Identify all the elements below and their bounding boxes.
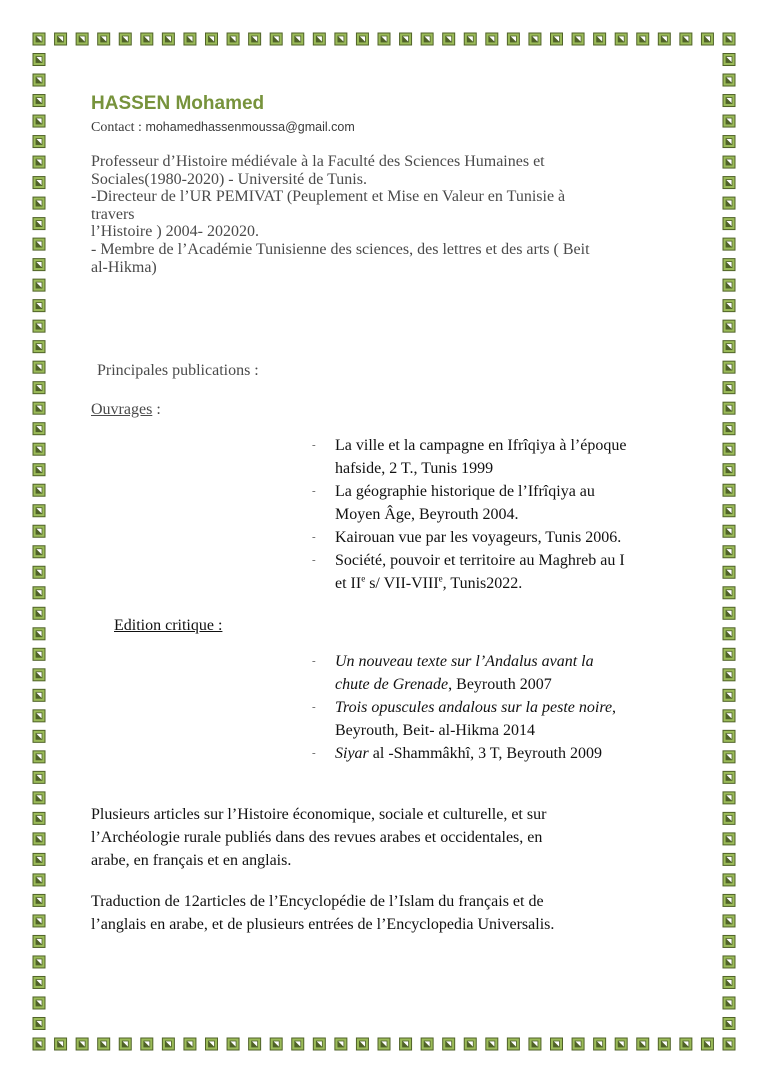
border-tile	[723, 628, 735, 640]
border-tile	[33, 771, 45, 783]
edition-critique-heading: Edition critique :	[114, 617, 223, 634]
item-line: Moyen Âge, Beyrouth 2004.	[335, 506, 519, 523]
paragraph-line: arabe, en français et en anglais.	[91, 852, 292, 869]
border-tile	[33, 279, 45, 291]
border-tile	[658, 33, 670, 45]
border-tile	[33, 464, 45, 476]
paragraph-line: l’Archéologie rurale publiés dans des revues arabes et occidentales, en	[91, 829, 543, 846]
border-tile	[723, 423, 735, 435]
border-tile	[270, 33, 282, 45]
border-tile	[33, 218, 45, 230]
border-tile	[615, 1038, 627, 1050]
articles-paragraph	[91, 803, 691, 872]
border-tile	[723, 771, 735, 783]
paragraph-line: Traduction de 12articles de l’Encyclopédie de l’Islam du français et de	[91, 893, 544, 910]
border-tile	[141, 1038, 153, 1050]
border-tile	[33, 361, 45, 373]
border-tile	[594, 33, 606, 45]
border-tile	[723, 751, 735, 763]
border-tile	[551, 33, 563, 45]
border-tile	[55, 1038, 67, 1050]
border-tile	[378, 1038, 390, 1050]
list-item	[312, 650, 692, 696]
border-tile	[723, 915, 735, 927]
border-tile	[356, 1038, 368, 1050]
border-tile	[723, 730, 735, 742]
border-tile	[723, 238, 735, 250]
border-tile	[33, 320, 45, 332]
border-tile	[33, 546, 45, 558]
border-tile	[723, 74, 735, 86]
item-line	[335, 673, 692, 696]
border-tile	[227, 33, 239, 45]
border-tile	[723, 177, 735, 189]
border-tile	[723, 300, 735, 312]
border-tile	[33, 628, 45, 640]
border-tile	[723, 546, 735, 558]
ouvrages-heading	[91, 401, 161, 419]
paragraph-line: l’anglais en arabe, et de plusieurs entrées de l’Encyclopedia Universalis.	[91, 916, 555, 933]
border-tile	[421, 1038, 433, 1050]
item-title: Trois opuscules andalous sur la peste noire	[335, 699, 613, 716]
border-tile	[723, 484, 735, 496]
border-tile	[33, 525, 45, 537]
border-tile	[486, 1038, 498, 1050]
border-tile	[723, 587, 735, 599]
bio-line: al-Hikma)	[91, 258, 157, 276]
border-tile	[184, 33, 196, 45]
ouvrages-heading-label: Ouvrages	[91, 401, 153, 418]
border-tile	[400, 33, 412, 45]
border-tile	[33, 484, 45, 496]
item-text: , Tunis2022.	[442, 575, 523, 592]
border-tile	[33, 689, 45, 701]
border-tile	[723, 218, 735, 230]
border-tile	[723, 382, 735, 394]
border-tile	[33, 997, 45, 1009]
traduction-paragraph	[91, 890, 691, 936]
border-tile	[464, 33, 476, 45]
border-tile	[33, 156, 45, 168]
dash-bullet: -	[312, 531, 316, 543]
list-item	[312, 526, 692, 549]
border-tile	[119, 1038, 131, 1050]
border-tile	[33, 54, 45, 66]
border-tile	[335, 1038, 347, 1050]
list-item	[312, 480, 692, 526]
border-tile	[723, 505, 735, 517]
border-tile	[33, 648, 45, 660]
border-tile	[76, 1038, 88, 1050]
dash-bullet: -	[312, 655, 316, 667]
item-text: ,	[612, 699, 617, 716]
border-tile	[723, 607, 735, 619]
border-tile	[33, 730, 45, 742]
border-tile	[162, 33, 174, 45]
border-tile	[529, 33, 541, 45]
border-tile	[33, 915, 45, 927]
dash-bullet: -	[312, 701, 316, 713]
border-tile	[249, 33, 261, 45]
item-text: s/ VII-VIII	[365, 575, 439, 592]
superscript: e	[361, 573, 366, 584]
bio-line: - Membre de l’Académie Tunisienne des sciences, des lettres et des arts ( Beit	[91, 240, 590, 258]
border-tile	[356, 33, 368, 45]
border-tile	[723, 689, 735, 701]
border-tile	[33, 505, 45, 517]
item-line	[335, 650, 692, 673]
border-tile	[249, 1038, 261, 1050]
bio-line: Professeur d’Histoire médiévale à la Faculté des Sciences Humaines et	[91, 153, 545, 170]
item-line: Kairouan vue par les voyageurs, Tunis 2006.	[335, 529, 622, 546]
border-tile	[141, 33, 153, 45]
border-tile	[33, 341, 45, 353]
border-tile	[292, 1038, 304, 1050]
item-text: al -Shammâkhî, 3 T, Beyrouth 2009	[368, 745, 602, 762]
superscript: e	[438, 573, 443, 584]
person-name: HASSEN Mohamed	[91, 93, 265, 114]
border-tile	[421, 33, 433, 45]
border-tile	[615, 33, 627, 45]
border-tile	[723, 259, 735, 271]
border-tile	[443, 1038, 455, 1050]
bio-line: l’Histoire ) 2004- 202020.	[91, 223, 259, 241]
border-tile	[723, 464, 735, 476]
border-tile	[723, 361, 735, 373]
border-tile	[33, 1017, 45, 1029]
border-tile	[701, 1038, 713, 1050]
border-tile	[33, 792, 45, 804]
border-tile	[723, 935, 735, 947]
contact-line	[91, 120, 355, 136]
border-tile	[723, 33, 735, 45]
border-tile	[33, 587, 45, 599]
border-tile	[33, 402, 45, 414]
border-tile	[33, 566, 45, 578]
border-tile	[33, 874, 45, 886]
border-tile	[723, 997, 735, 1009]
border-tile	[723, 710, 735, 722]
border-tile	[76, 33, 88, 45]
item-title: Siyar	[335, 745, 369, 762]
dash-bullet: -	[312, 485, 316, 497]
border-tile	[723, 279, 735, 291]
border-tile	[572, 33, 584, 45]
border-tile	[723, 54, 735, 66]
border-tile	[723, 976, 735, 988]
border-tile	[723, 648, 735, 660]
bio-line: Sociales(1980-2020) - Université de Tunis.	[91, 170, 367, 188]
item-line: hafside, 2 T., Tunis 1999	[335, 460, 494, 477]
border-tile	[33, 95, 45, 107]
border-tile	[206, 33, 218, 45]
contact-label: Contact :	[91, 120, 142, 135]
biography	[91, 153, 681, 276]
list-item	[312, 742, 692, 765]
item-title: chute de Grenade	[335, 676, 449, 693]
border-tile	[723, 320, 735, 332]
item-line	[335, 696, 692, 719]
border-tile	[723, 874, 735, 886]
dash-bullet: -	[312, 439, 316, 451]
bio-line: travers	[91, 205, 135, 223]
border-tile	[723, 95, 735, 107]
border-tile	[723, 525, 735, 537]
border-tile	[33, 935, 45, 947]
border-tile	[313, 1038, 325, 1050]
border-tile	[98, 33, 110, 45]
border-tile	[33, 300, 45, 312]
border-tile	[723, 197, 735, 209]
border-tile	[723, 402, 735, 414]
border-tile	[723, 136, 735, 148]
border-tile	[33, 177, 45, 189]
border-tile	[33, 976, 45, 988]
border-tile	[227, 1038, 239, 1050]
item-line	[335, 572, 692, 595]
ouvrages-list	[312, 434, 692, 595]
border-tile	[184, 1038, 196, 1050]
border-tile	[313, 33, 325, 45]
bio-line: -Directeur de l’UR PEMIVAT (Peuplement et Mise en Valeur en Tunisie à	[91, 188, 566, 206]
border-tile	[723, 566, 735, 578]
dash-bullet: -	[312, 747, 316, 759]
border-tile	[723, 156, 735, 168]
border-tile	[33, 956, 45, 968]
border-tile	[723, 853, 735, 865]
item-line: Société, pouvoir et territoire au Maghreb au I	[335, 552, 625, 569]
border-tile	[33, 423, 45, 435]
list-item	[312, 549, 692, 595]
border-tile	[33, 115, 45, 127]
border-tile	[551, 1038, 563, 1050]
border-tile	[33, 669, 45, 681]
border-tile	[443, 33, 455, 45]
item-line: La ville et la campagne en Ifrîqiya à l’époque	[335, 437, 627, 454]
border-tile	[162, 1038, 174, 1050]
border-tile	[33, 833, 45, 845]
border-tile	[33, 894, 45, 906]
item-line: Beyrouth, Beit- al-Hikma 2014	[335, 722, 535, 739]
border-tile	[507, 33, 519, 45]
border-tile	[723, 669, 735, 681]
border-tile	[33, 259, 45, 271]
border-tile	[400, 1038, 412, 1050]
email-link[interactable]: mohamedhassenmoussa@gmail.com	[145, 120, 355, 134]
border-tile	[292, 33, 304, 45]
border-tile	[33, 74, 45, 86]
border-tile	[33, 136, 45, 148]
border-tile	[723, 792, 735, 804]
border-tile	[507, 1038, 519, 1050]
border-tile	[723, 894, 735, 906]
border-tile	[98, 1038, 110, 1050]
border-tile	[723, 812, 735, 824]
border-tile	[723, 1038, 735, 1050]
border-tile	[33, 443, 45, 455]
item-title: Un nouveau texte sur l’Andalus avant la	[335, 653, 594, 670]
border-tile	[594, 1038, 606, 1050]
item-text: , Beyrouth 2007	[448, 676, 552, 693]
list-item	[312, 696, 692, 742]
border-tile	[206, 1038, 218, 1050]
border-tile	[464, 1038, 476, 1050]
border-tile	[701, 33, 713, 45]
item-line	[335, 742, 692, 765]
border-tile	[33, 812, 45, 824]
border-tile	[33, 607, 45, 619]
border-tile	[33, 751, 45, 763]
border-tile	[33, 33, 45, 45]
border-tile	[33, 710, 45, 722]
publications-heading: Principales publications :	[97, 362, 259, 379]
dash-bullet: -	[312, 554, 316, 566]
border-tile	[335, 33, 347, 45]
border-tile	[378, 33, 390, 45]
border-tile	[680, 33, 692, 45]
item-text: et II	[335, 575, 362, 592]
border-tile	[572, 1038, 584, 1050]
border-tile	[529, 1038, 541, 1050]
border-tile	[33, 853, 45, 865]
border-tile	[637, 33, 649, 45]
border-tile	[33, 238, 45, 250]
item-line: La géographie historique de l’Ifrîqiya au	[335, 483, 595, 500]
border-tile	[723, 115, 735, 127]
border-tile	[680, 1038, 692, 1050]
border-tile	[723, 833, 735, 845]
border-tile	[723, 956, 735, 968]
border-tile	[33, 1038, 45, 1050]
border-tile	[723, 341, 735, 353]
border-tile	[119, 33, 131, 45]
border-tile	[55, 33, 67, 45]
editions-list	[312, 650, 692, 765]
border-tile	[637, 1038, 649, 1050]
border-tile	[33, 197, 45, 209]
paragraph-line: Plusieurs articles sur l’Histoire économique, sociale et culturelle, et sur	[91, 806, 547, 823]
border-tile	[723, 1017, 735, 1029]
border-tile	[486, 33, 498, 45]
list-item	[312, 434, 692, 480]
ouvrages-heading-colon: :	[152, 401, 161, 418]
border-tile	[33, 382, 45, 394]
border-tile	[723, 443, 735, 455]
border-tile	[270, 1038, 282, 1050]
border-tile	[658, 1038, 670, 1050]
